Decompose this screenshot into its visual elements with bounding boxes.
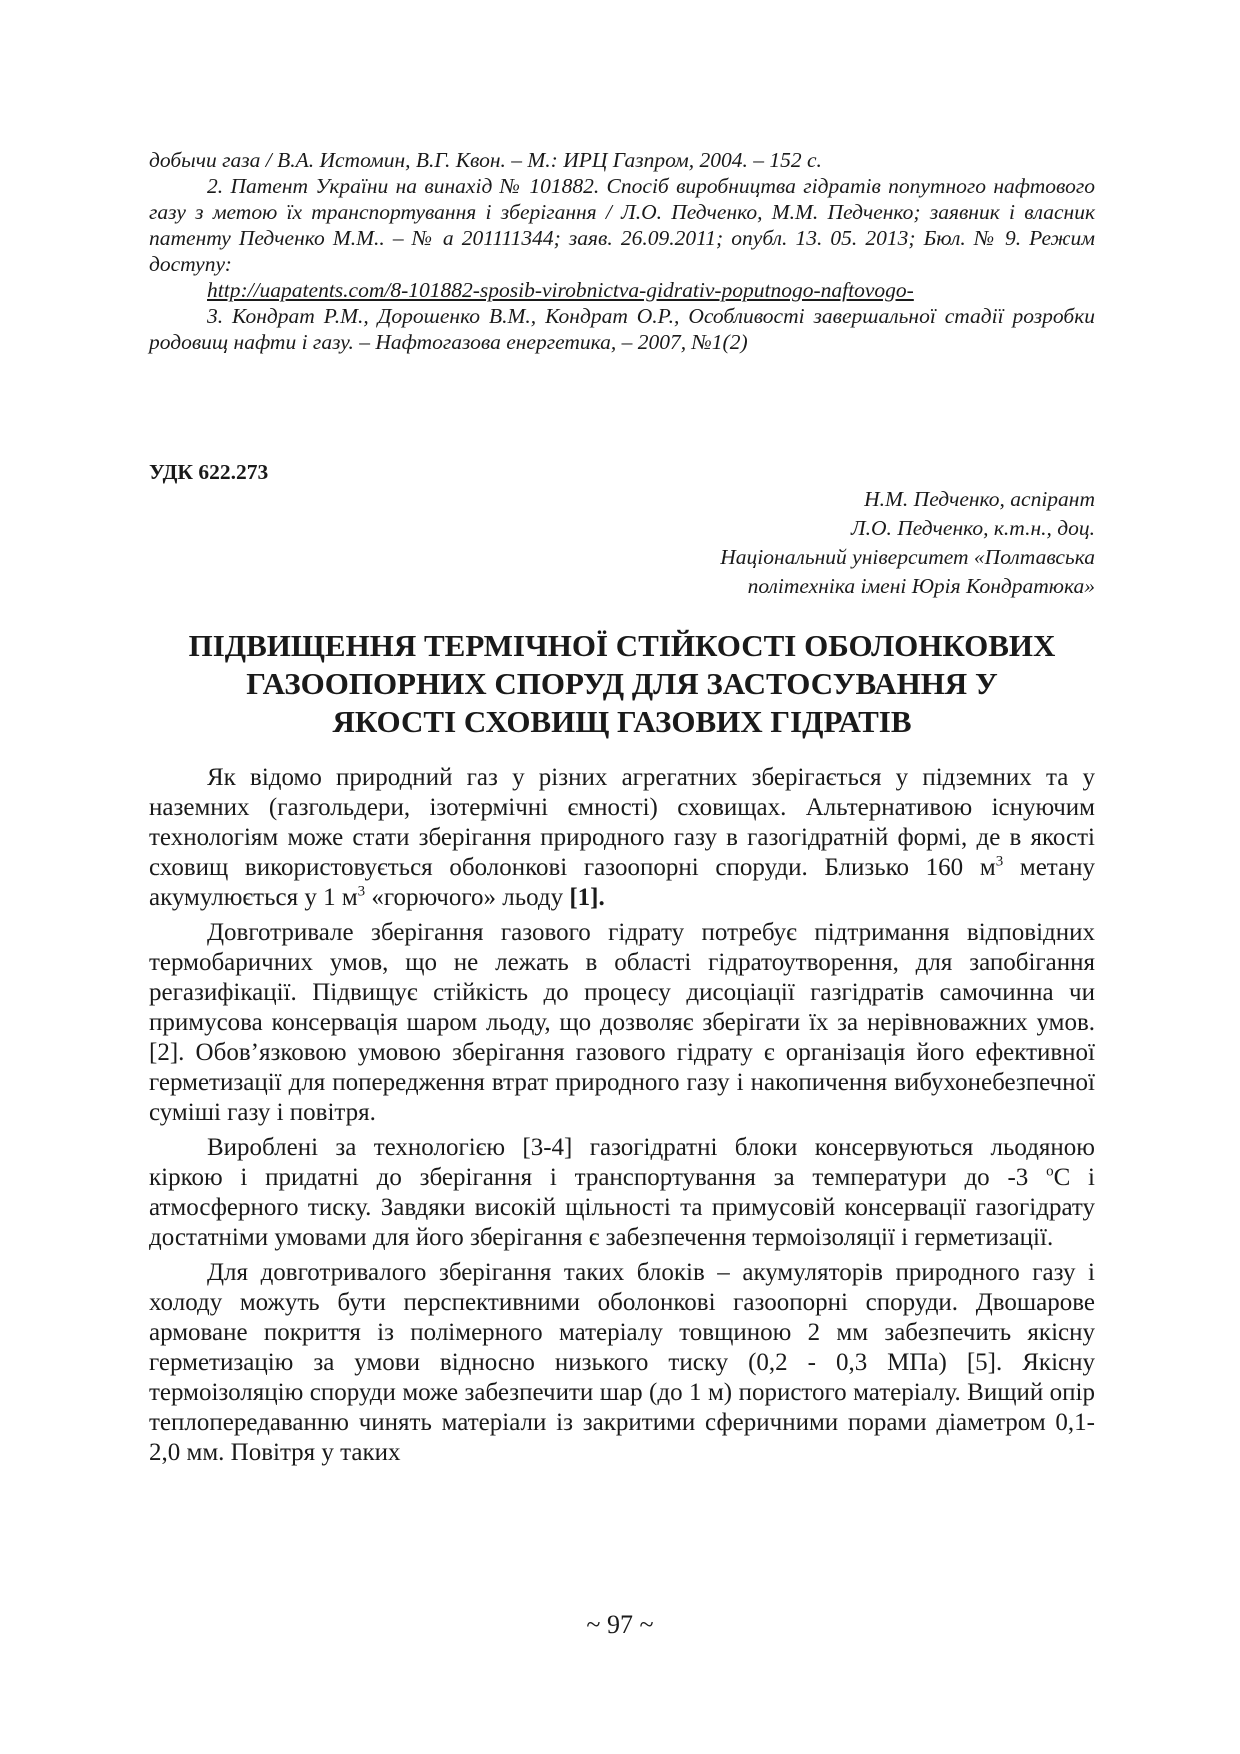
citation-1: [1]. [569,884,605,911]
article-body [149,763,1095,1473]
paragraph-3-text-b: С і атмосферного тиску. Завдяки високій щільності та примусовій консервації газогідрату достатніми умовами для його зберігання є забезпечення термоізоляції і герметизації. [149,1164,1095,1251]
paragraph-1 [149,763,1095,913]
reference-2-link[interactable]: http://uapatents.com/8-101882-sposib-virobnictva-gidrativ-poputnogo-naftovogo- [207,278,914,302]
paragraph-1-text-c: «горючого» льоду [365,884,570,911]
title-line-2: ГАЗООПОРНИХ СПОРУД ДЛЯ ЗАСТОСУВАННЯ У [246,666,998,701]
title-line-3: ЯКОСТІ СХОВИЩ ГАЗОВИХ ГІДРАТІВ [332,704,912,739]
author-2: Л.О. Педченко, к.т.н., доц. [851,516,1095,540]
paragraph-3 [149,1133,1095,1253]
paragraph-2: Довготривале зберігання газового гідрату потребує підтримання відповідних термобаричних умов, що не лежать в області гідратоутворення, для запобігання регазифікації. Підвищує стійкість до процесу дисоціації газгідратів самочинна чи примусова консервація шаром льоду, що дозволяє зберігати їх за нерівноважних умов. [2]. Обов’язковою умовою зберігання газового гідрату є організація його ефективної герметизації для попередження втрат природного газу і накопичення вибухонебезпечної суміші газу і повітря. [149,919,1095,1126]
paragraph-1-text-b: метану акумулюється у 1 м [149,854,1095,911]
affiliation-line-2: політехніка імені Юрія Кондратюка» [747,574,1095,598]
references-section [149,147,1095,355]
reference-3: 3. Кондрат Р.М., Дорошенко В.М., Кондрат О.Р., Особливості завершальної стадії розробки родовищ нафти і газу. – Нафтогазова енергетика, – 2007, №1(2) [149,304,1095,354]
udc-code: УДК 622.273 [149,460,269,484]
authors-block [720,485,1095,601]
reference-2: 2. Патент України на винахід № 101882. Спосіб виробництва гідратів попутного нафтового газу з метою їх транспортування і зберігання / Л.О. Педченко, М.М. Педченко; заявник і власник патенту Педченко М.М.. – № а 201111344; заяв. 26.09.2011; опубл. 13. 05. 2013; Бюл. № 9. Режим доступу: [149,174,1095,276]
paragraph-3-text-a: Вироблені за технологією [3-4] газогідратні блоки консервуються льодяною кіркою і придатні до зберігання і транспортування за температури до -3 [149,1134,1095,1191]
degree-superscript: о [1046,1163,1054,1180]
author-1: Н.М. Педченко, аспірант [864,487,1095,511]
reference-1-tail: добычи газа / В.А. Истомин, В.Г. Квон. – М.: ИРЦ Газпром, 2004. – 152 с. [149,148,822,172]
paragraph-1-text-a: Як відомо природний газ у різних агрегатних зберігається у підземних та у наземних (газгольдери, ізотермічні ємності) сховищах. Альтернативою існуючим технологіям може стати зберігання природного газу в газогідратній формі, де в якості сховищ використовується оболонкові газоопорні споруди. Близько 160 м [149,764,1095,881]
superscript-3: 3 [995,853,1004,870]
affiliation-line-1: Національний університет «Полтавська [720,545,1095,569]
title-line-1: ПІДВИЩЕННЯ ТЕРМІЧНОЇ СТІЙКОСТІ ОБОЛОНКОВИХ [188,628,1056,663]
page-number: ~ 97 ~ [586,1610,654,1639]
superscript-3: 3 [357,883,366,900]
article-title [149,627,1095,741]
paragraph-4: Для довготривалого зберігання таких блоків – акумуляторів природного газу і холоду можуть бути перспективними оболонкові газоопорні споруди. Двошарове армоване покриття із полімерного матеріалу товщиною 2 мм забезпечить якісну герметизацію за умови відносно низького тиску (0,2 - 0,3 МПа) [5]. Якісну термоізоляцію споруди може забезпечити шар (до 1 м) пористого матеріалу. Вищий опір теплопередаванню чинять матеріали із закритими сферичними порами діаметром 0,1-2,0 мм. Повітря у таких [149,1259,1095,1466]
